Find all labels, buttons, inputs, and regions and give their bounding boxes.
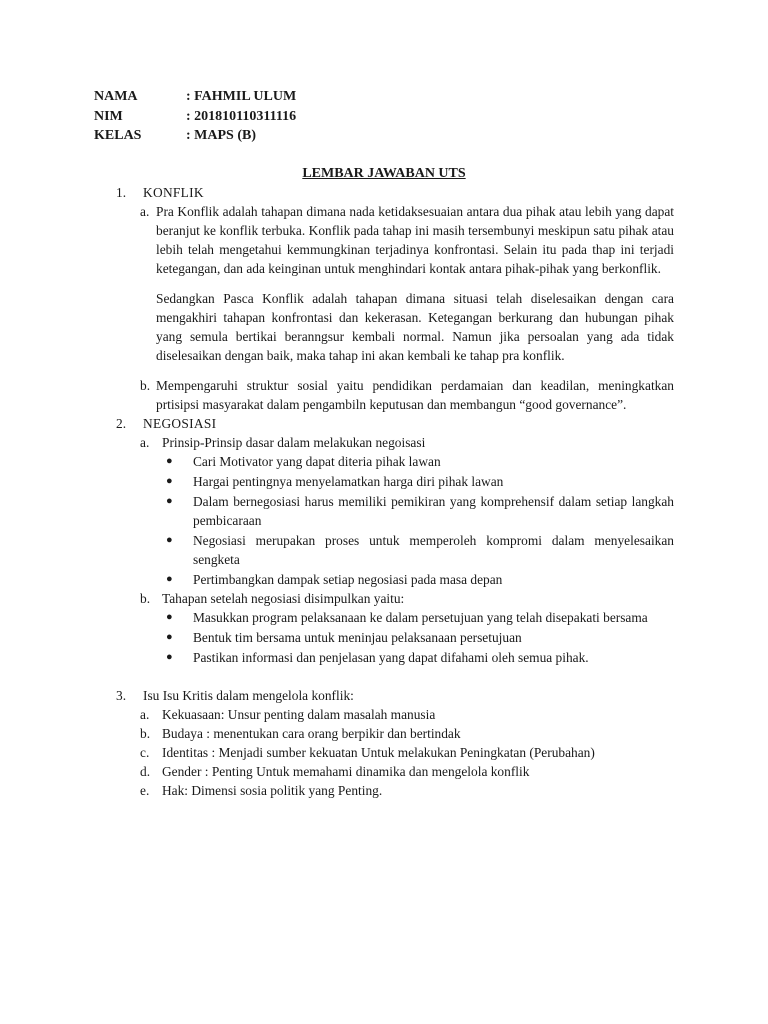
item-text: Kekuasaan: Unsur penting dalam masalah manusia	[162, 707, 436, 722]
bullet-text: Pertimbangkan dampak setiap negosiasi pada masa depan	[193, 572, 503, 587]
list-item	[140, 762, 674, 781]
bullet-icon: ●	[166, 534, 173, 546]
bullet-icon: ●	[166, 495, 173, 507]
item-marker: b.	[140, 378, 151, 393]
item-marker: c.	[140, 745, 150, 760]
section-number: 3.	[116, 688, 127, 703]
list-item	[166, 570, 674, 589]
negosiasi-item-b	[140, 589, 674, 608]
identity-row-name	[94, 87, 296, 107]
item-marker: a.	[140, 204, 150, 219]
bullet-icon: ●	[166, 475, 173, 487]
identity-label: NAMA	[94, 89, 138, 104]
section-title: Isu Isu Kritis dalam mengelola konflik:	[143, 688, 354, 703]
konflik-item-b	[140, 376, 674, 414]
identity-value: : MAPS (B)	[186, 128, 256, 143]
item-text: Tahapan setelah negosiasi disimpulkan yaitu:	[162, 591, 405, 606]
bullet-text: Dalam bernegosiasi harus memiliki pemikiran yang komprehensif dalam setiap langkah pembicaraan	[193, 494, 674, 528]
list-item	[140, 724, 674, 743]
negosiasi-item-a	[140, 433, 674, 452]
item-text: Identitas : Menjadi sumber kekuatan Untuk melakukan Peningkatan (Perubahan)	[162, 745, 595, 760]
section-number: 1.	[116, 185, 127, 200]
bullet-icon: ●	[166, 611, 173, 623]
identity-label: NIM	[94, 108, 123, 124]
bullet-text: Bentuk tim bersama untuk meninjau pelaksanaan persetujuan	[193, 630, 522, 645]
list-item	[166, 492, 674, 530]
list-item	[166, 608, 674, 627]
bullet-text: Masukkan program pelaksanaan ke dalam persetujuan yang telah disepakati bersama	[193, 610, 648, 625]
section-title: KONFLIK	[143, 185, 204, 200]
identity-block	[94, 87, 296, 146]
list-item	[166, 648, 674, 667]
section-isu-heading	[116, 686, 674, 705]
section-negosiasi-heading	[116, 414, 674, 433]
list-item	[166, 452, 674, 471]
item-text: Budaya : menentukan cara orang berpikir dan bertindak	[162, 726, 461, 741]
list-item	[166, 628, 674, 647]
item-marker: e.	[140, 783, 150, 798]
konflik-paragraph: Sedangkan Pasca Konflik adalah tahapan dimana situasi telah diselesaikan dengan cara mengakhiri tahapan konfrontasi dan kekerasan. Ketegangan berkurang dan hubungan pihak yang semula bertikai beranngsur kembali normal. Namun jika persoalan yang ada tidak diselesaikan dengan baik, maka tahap ini akan kembali ke tahap pra konflik.	[156, 291, 674, 363]
item-marker: b.	[140, 726, 151, 741]
list-item	[140, 705, 674, 724]
bullet-text: Negosiasi merupakan proses untuk memperoleh kompromi dalam menyelesaikan sengketa	[193, 533, 674, 567]
section-title: NEGOSIASI	[143, 416, 217, 431]
identity-label: KELAS	[94, 128, 142, 143]
list-item	[166, 472, 674, 491]
item-marker: b.	[140, 591, 151, 606]
bullet-icon: ●	[166, 631, 173, 643]
bullet-text: Hargai pentingnya menyelamatkan harga diri pihak lawan	[193, 474, 504, 489]
bullet-icon: ●	[166, 651, 173, 663]
item-marker: d.	[140, 764, 151, 779]
konflik-item-a	[140, 202, 674, 278]
answer-content	[116, 183, 674, 800]
bullet-icon: ●	[166, 573, 173, 585]
list-item	[166, 531, 674, 569]
list-item	[140, 743, 674, 762]
identity-row-nim	[94, 107, 296, 127]
section-number: 2.	[116, 416, 127, 431]
identity-value: : 201810110311116	[186, 108, 297, 124]
item-text: Prinsip-Prinsip dasar dalam melakukan negoisasi	[162, 435, 426, 450]
page-title: LEMBAR JAWABAN UTS	[302, 166, 466, 181]
item-text: Pra Konflik adalah tahapan dimana nada ketidaksesuaian antara dua pihak atau lebih yang dapat beranjut ke konflik terbuka. Konflik pada tahap ini masih tersembunyi meskipun satu pihak atau lebih telah mengetahui kemmungkinan terjadinya konfrontasi. Selain itu pada thap ini terjadi ketegangan, dan ada keinginan untuk menghindari kontak antara pihak-pihak yang berkonflik.	[156, 204, 674, 276]
bullet-text: Pastikan informasi dan penjelasan yang dapat difahami oleh semua pihak.	[193, 650, 589, 665]
item-marker: a.	[140, 435, 150, 450]
list-item	[140, 781, 674, 800]
section-konflik-heading	[116, 183, 674, 202]
identity-row-kelas	[94, 126, 296, 146]
item-text: Mempengaruhi struktur sosial yaitu pendidikan perdamaian dan keadilan, meningkatkan prtisipsi masyarakat dalam pengambiln keputusan dan membangun “good governance”.	[156, 378, 674, 412]
item-text: Hak: Dimensi sosia politik yang Penting.	[162, 783, 383, 798]
item-text: Gender : Penting Untuk memahami dinamika dan mengelola konflik	[162, 764, 530, 779]
identity-value: : FAHMIL ULUM	[186, 89, 297, 104]
bullet-text: Cari Motivator yang dapat diteria pihak lawan	[193, 454, 441, 469]
item-marker: a.	[140, 707, 150, 722]
bullet-icon: ●	[166, 455, 173, 467]
